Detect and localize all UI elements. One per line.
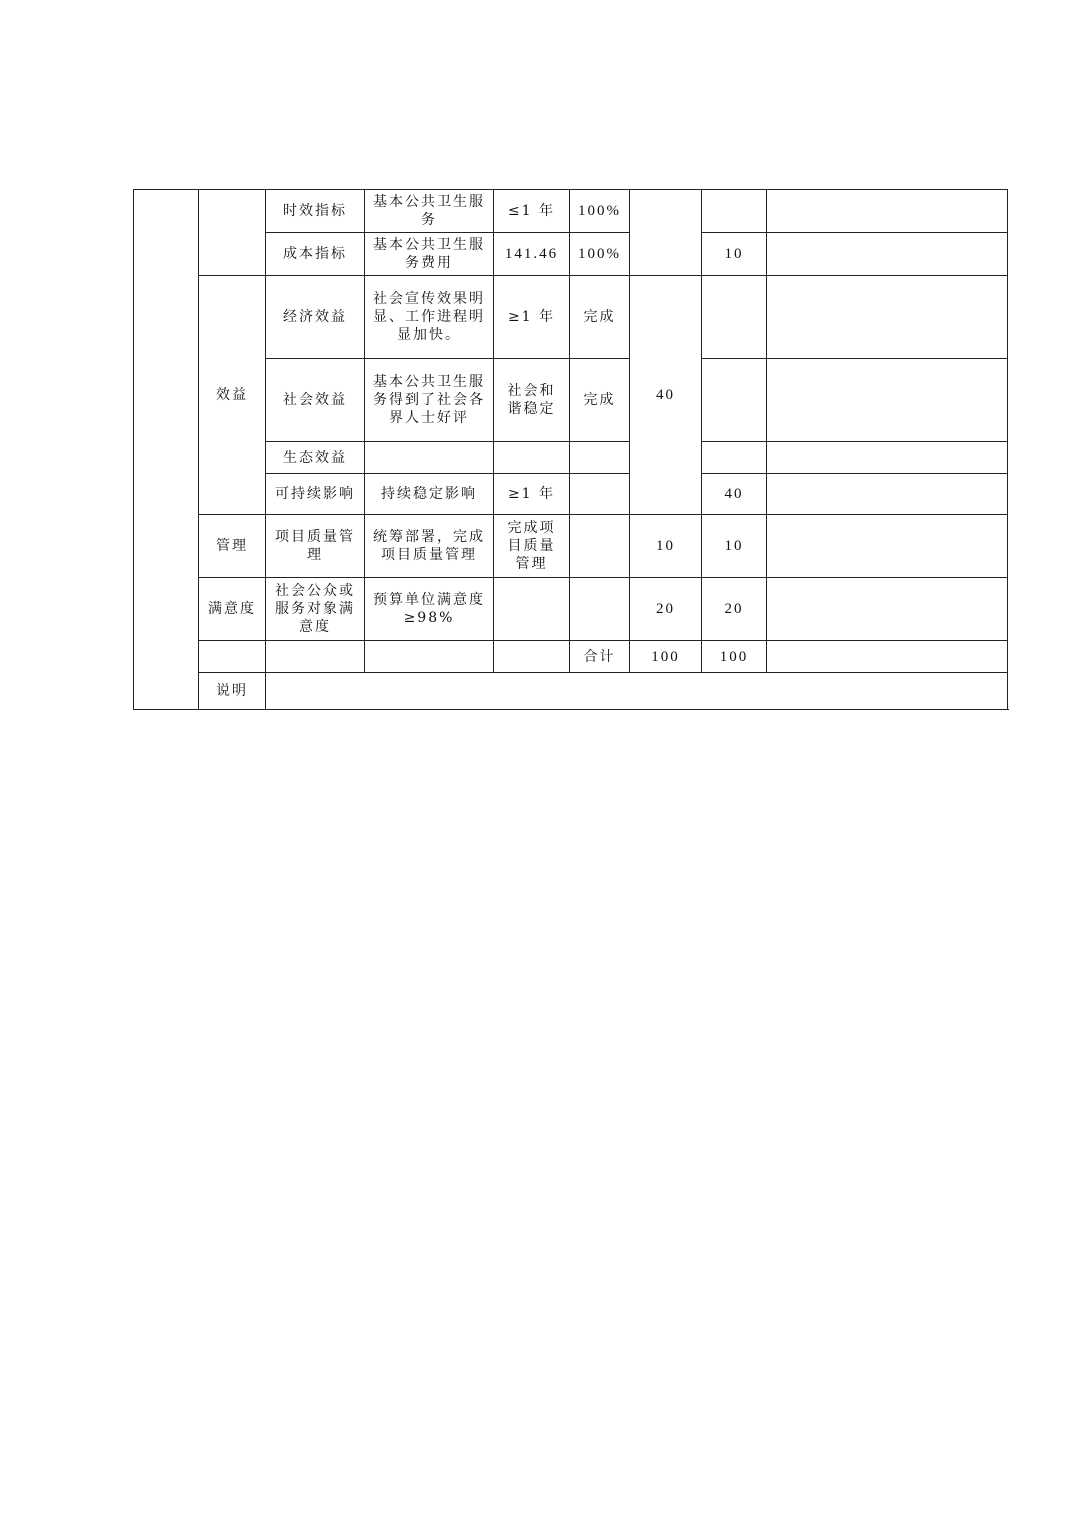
score-cell (702, 190, 767, 233)
indicator-name-cell: 生态效益 (266, 442, 365, 474)
table-row (134, 578, 1008, 641)
empty-cell (365, 641, 494, 673)
indicator-content-cell: 社会宣传效果明显、工作进程明显加快。 (365, 276, 494, 359)
notes-row (134, 673, 1008, 710)
management-category-cell: 管理 (199, 515, 266, 578)
note-cell (767, 276, 1008, 359)
indicator-target-cell (570, 515, 630, 578)
table-row (134, 359, 1008, 442)
score-cell: 10 (702, 515, 767, 578)
indicator-value-cell: ≤1 年 (494, 190, 570, 233)
notes-label-cell: 说明 (199, 673, 266, 710)
indicator-value-cell: 141.46 (494, 233, 570, 276)
score-cell (702, 276, 767, 359)
indicator-value-cell: 完成项目质量管理 (494, 515, 570, 578)
note-cell (767, 233, 1008, 276)
indicator-name-cell: 项目质量管理 (266, 515, 365, 578)
indicator-value-cell: 社会和谐稳定 (494, 359, 570, 442)
indicator-target-cell: 100% (570, 233, 630, 276)
indicator-name-cell: 可持续影响 (266, 474, 365, 515)
empty-cell (199, 641, 266, 673)
note-cell (767, 442, 1008, 474)
note-cell (767, 359, 1008, 442)
indicator-name-cell: 社会效益 (266, 359, 365, 442)
total-weight-cell: 100 (630, 641, 702, 673)
subcategory-cell (199, 190, 266, 276)
indicator-content-cell (365, 442, 494, 474)
empty-cell (266, 641, 365, 673)
notes-value-cell (266, 673, 1008, 710)
indicator-name-cell: 时效指标 (266, 190, 365, 233)
indicator-target-cell (570, 578, 630, 641)
table-row (134, 233, 1008, 276)
table-row (134, 276, 1008, 359)
table-row (134, 515, 1008, 578)
note-cell (767, 641, 1008, 673)
indicator-target-cell (570, 442, 630, 474)
satisfaction-category-cell: 满意度 (199, 578, 266, 641)
table-row (134, 474, 1008, 515)
total-row (134, 641, 1008, 673)
note-cell (767, 190, 1008, 233)
indicator-target-cell: 完成 (570, 276, 630, 359)
indicator-content-cell: 基本公共卫生服务得到了社会各界人士好评 (365, 359, 494, 442)
indicator-content-cell: 预算单位满意度≥98% (365, 578, 494, 641)
empty-cell (494, 641, 570, 673)
weight-cell: 20 (630, 578, 702, 641)
indicator-content-cell: 基本公共卫生服务费用 (365, 233, 494, 276)
benefit-category-cell: 效益 (199, 276, 266, 515)
weight-cell (630, 190, 702, 276)
indicator-content-cell: 持续稳定影响 (365, 474, 494, 515)
score-cell: 40 (702, 474, 767, 515)
score-cell: 10 (702, 233, 767, 276)
indicator-target-cell: 100% (570, 190, 630, 233)
table-row (134, 190, 1008, 233)
indicator-name-cell: 社会公众或服务对象满意度 (266, 578, 365, 641)
indicator-value-cell (494, 442, 570, 474)
indicator-name-cell: 成本指标 (266, 233, 365, 276)
note-cell (767, 578, 1008, 641)
indicator-content-cell: 统筹部署，完成项目质量管理 (365, 515, 494, 578)
indicator-value-cell (494, 578, 570, 641)
total-label-cell: 合计 (570, 641, 630, 673)
note-cell (767, 515, 1008, 578)
weight-cell: 10 (630, 515, 702, 578)
note-cell (767, 474, 1008, 515)
indicator-content-cell: 基本公共卫生服务 (365, 190, 494, 233)
indicator-value-cell: ≥1 年 (494, 474, 570, 515)
indicator-name-cell: 经济效益 (266, 276, 365, 359)
table-row (134, 442, 1008, 474)
indicator-target-cell (570, 474, 630, 515)
total-score-cell: 100 (702, 641, 767, 673)
score-cell (702, 359, 767, 442)
score-cell (702, 442, 767, 474)
performance-table (133, 189, 1008, 710)
indicator-target-cell: 完成 (570, 359, 630, 442)
category-column-cell (134, 190, 199, 710)
indicator-value-cell: ≥1 年 (494, 276, 570, 359)
score-cell: 20 (702, 578, 767, 641)
benefit-weight-cell: 40 (630, 276, 702, 515)
